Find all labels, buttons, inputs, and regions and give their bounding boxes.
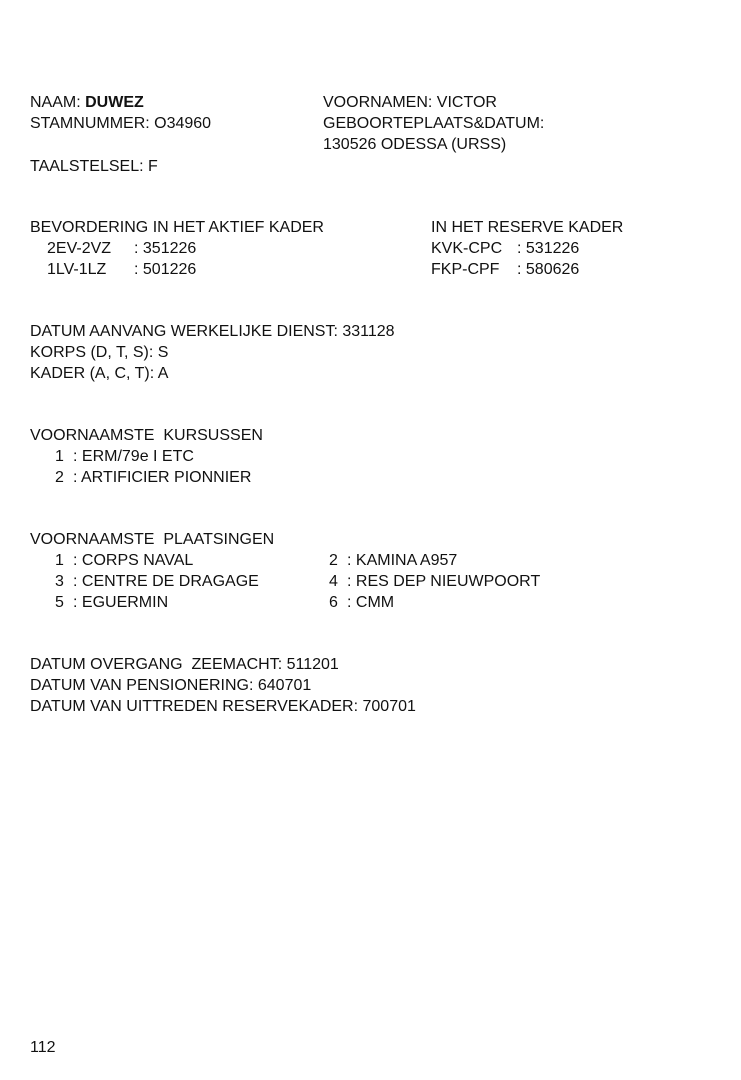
reserve-promotion-date: : 580626 [517,261,580,278]
active-promotion-date: : 351226 [134,240,197,257]
reserve-promotion-rank: FKP-CPF [431,261,500,278]
voornamen: VOORNAMEN: VICTOR [323,94,497,111]
page-number: 112 [30,1039,56,1056]
naam-line [30,92,144,113]
posting-number: 6 [329,594,338,611]
posting-item: : KAMINA A957 [347,552,458,569]
reserve-promotion-rank: KVK-CPC [431,240,503,257]
posting-item: : RES DEP NIEUWPOORT [347,573,541,590]
posting-number: 3 [55,573,64,590]
course-number: 1 [55,448,64,465]
active-cadre-heading: BEVORDERING IN HET AKTIEF KADER [30,219,324,236]
courses-heading: VOORNAAMSTE KURSUSSEN [30,427,263,444]
course-item: : ERM/79e I ETC [73,448,194,465]
posting-number: 2 [329,552,338,569]
navy-transfer-date: DATUM OVERGANG ZEEMACHT: 511201 [30,656,339,673]
posting-number: 5 [55,594,64,611]
active-promotion-rank: 1LV-1LZ [47,261,107,278]
posting-item: : CORPS NAVAL [73,552,194,569]
naam-value: DUWEZ [85,94,144,111]
course-number: 2 [55,469,64,486]
active-promotion-rank: 2EV-2VZ [47,240,112,257]
taalstelsel: TAALSTELSEL: F [30,158,158,175]
reserve-exit-date: DATUM VAN UITTREDEN RESERVEKADER: 700701 [30,698,416,715]
posting-number: 1 [55,552,64,569]
postings-heading: VOORNAAMSTE PLAATSINGEN [30,531,275,548]
naam-label: NAAM: [30,94,86,111]
kader: KADER (A, C, T): A [30,365,169,382]
course-item: : ARTIFICIER PIONNIER [73,469,252,486]
posting-number: 4 [329,573,338,590]
active-promotion-date: : 501226 [134,261,197,278]
posting-item: : CENTRE DE DRAGAGE [73,573,259,590]
geboorte-value: 130526 ODESSA (URSS) [323,136,507,153]
service-start-date: DATUM AANVANG WERKELIJKE DIENST: 331128 [30,323,395,340]
pension-date: DATUM VAN PENSIONERING: 640701 [30,677,312,694]
stamnummer: STAMNUMMER: O34960 [30,115,212,132]
posting-item: : CMM [347,594,395,611]
geboorte-label: GEBOORTEPLAATS&DATUM: [323,115,545,132]
posting-item: : EGUERMIN [73,594,169,611]
korps: KORPS (D, T, S): S [30,344,169,361]
reserve-promotion-date: : 531226 [517,240,580,257]
reserve-cadre-heading: IN HET RESERVE KADER [431,219,624,236]
